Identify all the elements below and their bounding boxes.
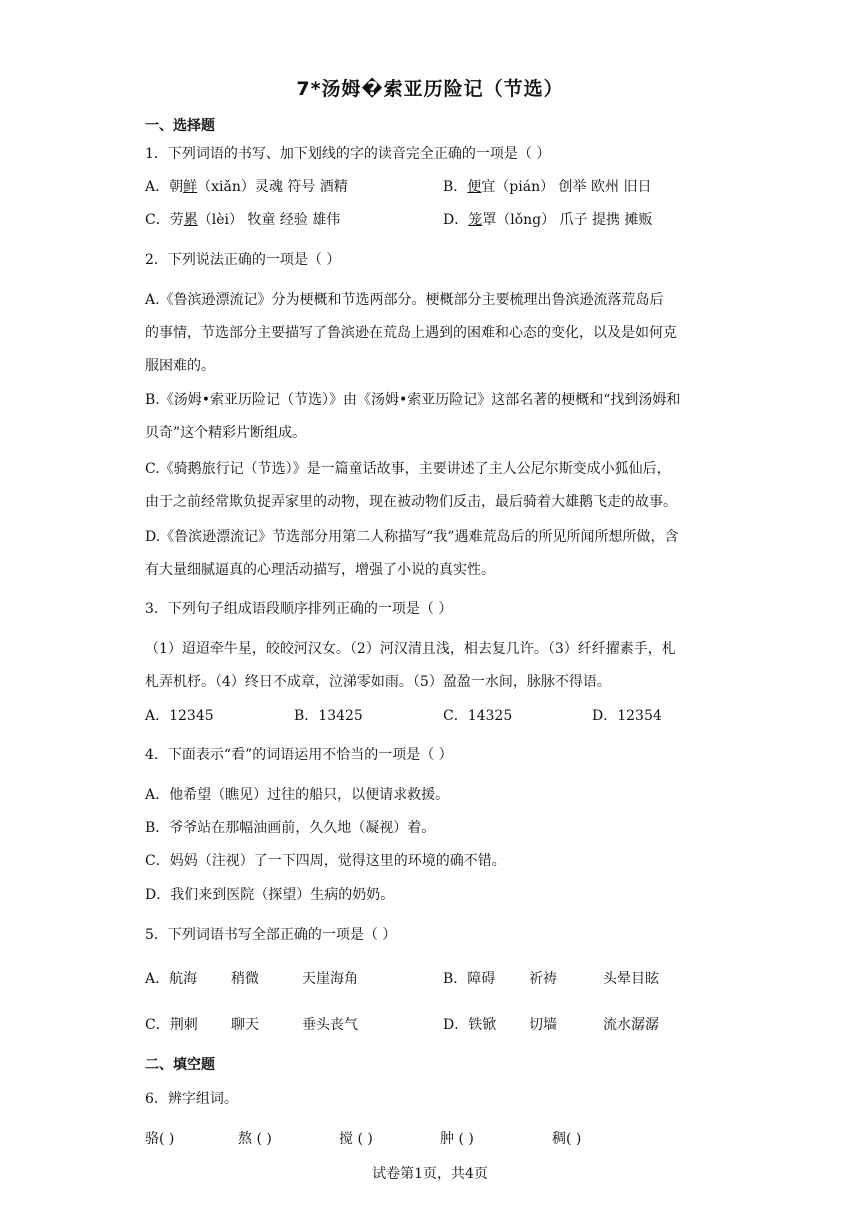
question-5-option-d-word: D．铁锨	[443, 1017, 497, 1033]
question-5-option-c-word: 垂头丧气	[302, 1017, 358, 1033]
option-prefix: B．	[443, 179, 468, 195]
question-6-blank[interactable]: 肿 ( )	[440, 1131, 474, 1147]
question-5-stem: 5．下列词语书写全部正确的一项是（ ）	[145, 927, 397, 943]
question-6-blank[interactable]: 搅 ( )	[339, 1131, 373, 1147]
question-5-option-b-word: B．障碍	[443, 971, 496, 987]
option-prefix: A．朝	[145, 179, 184, 195]
underlined-char: 鲜	[183, 179, 198, 195]
option-prefix: C．劳	[145, 212, 184, 228]
question-5-option-d-word: 切墙	[529, 1017, 557, 1033]
question-1-option-d	[443, 209, 652, 229]
question-2-line: D.《鲁滨逊漂流记》节选部分用第二人称描写“我”遇难荒岛后的所见所闻所想所做，含	[145, 529, 679, 545]
option-rest: （xiǎn）灵魂 符号 酒精	[197, 179, 348, 195]
question-3-option-d: D．12354	[592, 708, 662, 724]
question-4-stem: 4．下面表示“看”的词语运用不恰当的一项是（ ）	[145, 747, 453, 763]
question-1-option-c	[145, 209, 340, 229]
question-5-option-a-word: A．航海	[145, 971, 198, 987]
option-rest: 罩（lǒng） 爪子 提携 摊贩	[482, 212, 653, 228]
question-3-passage-line: 札弄机杼。（4）终日不成章，泣涕零如雨。（5）盈盈一水间，脉脉不得语。	[145, 674, 611, 690]
question-2-line: 服困难的。	[145, 358, 215, 374]
question-6-stem: 6．辨字组词。	[145, 1091, 238, 1107]
question-6-blank[interactable]: 稠( )	[552, 1131, 582, 1147]
question-5-option-a-word: 天崖海角	[302, 971, 358, 987]
question-2-line: 由于之前经常欺负捉弄家里的动物，现在被动物们反击，最后骑着大雄鹅飞走的故事。	[145, 494, 677, 510]
question-4-option-b: B．爷爷站在那幅油画前，久久地（凝视）着。	[145, 820, 436, 836]
question-5-option-c-word: 聊天	[231, 1017, 259, 1033]
question-1-option-b	[443, 176, 651, 196]
section-heading-choice: 一、选择题	[145, 118, 215, 134]
question-3-option-b: B．13425	[294, 708, 363, 724]
question-3-option-a: A．12345	[145, 708, 214, 724]
section-heading-fill: 二、填空题	[145, 1057, 215, 1073]
question-4-option-c: C．妈妈（注视）了一下四周，觉得这里的环境的确不错。	[145, 853, 506, 869]
page-title: 7*汤姆�索亚历险记（节选）	[296, 78, 564, 100]
option-rest: 宜（pián） 创举 欧州 旧日	[481, 179, 652, 195]
question-1-stem: 1．下列词语的书写、加下划线的字的读音完全正确的一项是（ ）	[145, 146, 551, 162]
question-1-option-a	[145, 176, 348, 196]
question-2-line: 的事情，节选部分主要描写了鲁滨逊在荒岛上遇到的困难和心态的变化，以及是如何克	[145, 325, 677, 341]
question-3-stem: 3．下列句子组成语段顺序排列正确的一项是（ ）	[145, 601, 453, 617]
question-5-option-d-word: 流水潺潺	[603, 1017, 659, 1033]
page-footer: 试卷第1页，共4页	[372, 1166, 488, 1182]
option-prefix: D．	[443, 212, 469, 228]
underlined-char: 笼	[468, 212, 483, 228]
question-2-stem: 2．下列说法正确的一项是（ ）	[145, 252, 341, 268]
underlined-char: 便	[467, 179, 482, 195]
question-5-option-b-word: 祈祷	[529, 971, 557, 987]
question-5-option-c-word: C．荆刺	[145, 1017, 198, 1033]
question-5-option-a-word: 稍微	[231, 971, 259, 987]
question-3-passage-line: （1）迢迢牵牛星，皎皎河汉女。（2）河汉清且浅，相去复几许。（3）纤纤擢素手，札	[145, 641, 676, 657]
option-rest: （lèi） 牧童 经验 雄伟	[197, 212, 341, 228]
question-2-line: 有大量细腻逼真的心理活动描写，增强了小说的真实性。	[145, 562, 495, 578]
question-2-line: A.《鲁滨逊漂流记》分为梗概和节选两部分。梗概部分主要梳理出鲁滨逊流落荒岛后	[145, 292, 664, 308]
question-5-option-b-word: 头晕目眩	[603, 971, 659, 987]
question-2-line: B.《汤姆•索亚历险记（节选）》由《汤姆•索亚历险记》这部名著的梗概和“找到汤姆和	[145, 392, 681, 408]
question-3-option-c: C．14325	[443, 708, 513, 724]
question-6-blank[interactable]: 熬 ( )	[238, 1131, 272, 1147]
question-2-line: C.《骑鹅旅行记（节选）》是一篇童话故事，主要讲述了主人公尼尔斯变成小狐仙后，	[145, 461, 671, 477]
underlined-char: 累	[183, 212, 198, 228]
question-4-option-d: D．我们来到医院（探望）生病的奶奶。	[145, 887, 395, 903]
question-6-blank[interactable]: 骆( )	[145, 1131, 175, 1147]
question-2-line: 贝奇”这个精彩片断组成。	[145, 425, 307, 441]
question-4-option-a: A．他希望（瞧见）过往的船只，以便请求救援。	[145, 787, 450, 803]
